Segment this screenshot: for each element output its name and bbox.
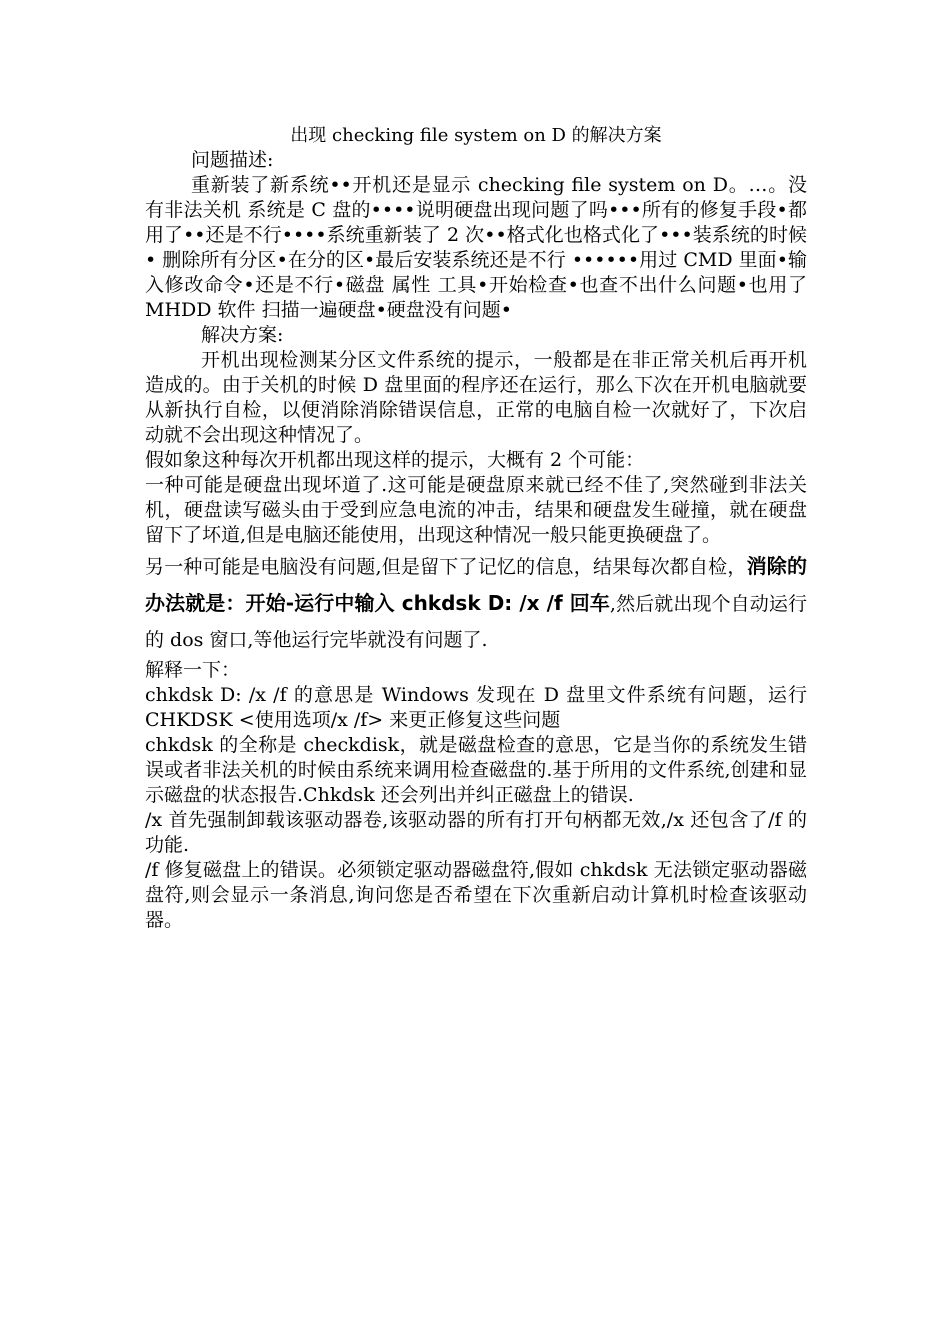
- explain-cmd: chkdsk D: /x /f 的意思是 Windows 发现在 D 盘里文件系统有问题，运行 CHKDSK <使用选项/x /f> 来更正修复这些问题: [145, 684, 807, 731]
- possibility-two-bold: 消除的办法就是：开始-运行中输入 chkdsk D: /x /f 回车: [145, 554, 808, 615]
- possibility-one: 一种可能是硬盘出现坏道了.这可能是硬盘原来就已经不佳了,突然碰到非法关机，硬盘读写磁头由于受到应急电流的冲击，结果和硬盘发生碰撞，就在硬盘留下了坏道,但是电脑还能使用，出现这种情况一般只能更换硬盘了。: [145, 474, 807, 546]
- solution-intro: 开机出现检测某分区文件系统的提示，一般都是在非正常关机后再开机造成的。由于关机的时候 D 盘里面的程序还在运行，那么下次在开机电脑就要从新执行自检，以便消除消除错误信息，正常的电脑自检一次就好了，下次启动就不会出现这种情况了。: [145, 349, 807, 446]
- explain-heading: 解释一下：: [145, 659, 241, 681]
- problem-text: 重新装了新系统••开机还是显示 checking file system on D。…。没有非法关机 系统是 C 盘的••••说明硬盘出现问题了吗•••所有的修复手段•都用了••还是不行••••系统重新装了 2 次••格式化也格式化了•••装系统的时候• 删除所有分区•在分的区•最后安装系统还是不行 ••••••用过 CMD 里面•输入修改命令•还是不行•磁盘 属性 工具•开始检查•也查不出什么问题•也用了 MHDD 软件 扫描一遍硬盘•硬盘没有问题•: [145, 174, 807, 321]
- explain-chkdsk: chkdsk 的全称是 checkdisk，就是磁盘检查的意思，它是当你的系统发生错误或者非法关机的时候由系统来调用检查磁盘的.基于所用的文件系统,创建和显示磁盘的状态报告.Chkdsk 还会列出并纠正磁盘上的错误.: [145, 734, 807, 806]
- document-title: 出现 checking file system on D 的解决方案: [290, 125, 662, 146]
- explain-f: /f 修复磁盘上的错误。必须锁定驱动器磁盘符,假如 chkdsk 无法锁定驱动器磁盘符,则会显示一条消息,询问您是否希望在下次重新启动计算机时检查该驱动器。: [145, 859, 807, 931]
- possibility-two-end: ,然后就出现个自动运行的 dos 窗口,等他运行完毕就没有问题了.: [145, 593, 807, 651]
- explain-x: /x 首先强制卸载该驱动器卷,该驱动器的所有打开句柄都无效,/x 还包含了/f 的功能.: [145, 809, 807, 856]
- possibility-two-start: 另一种可能是电脑没有问题,但是留下了记忆的信息，结果每次都自检，: [145, 556, 747, 578]
- solution-heading: 解决方案:: [201, 324, 284, 346]
- document-body: [145, 124, 807, 933]
- possibility-intro: 假如象这种每次开机都出现这样的提示，大概有 2 个可能：: [145, 449, 645, 471]
- possibility-two: [145, 548, 807, 658]
- problem-heading: 问题描述:: [191, 149, 274, 171]
